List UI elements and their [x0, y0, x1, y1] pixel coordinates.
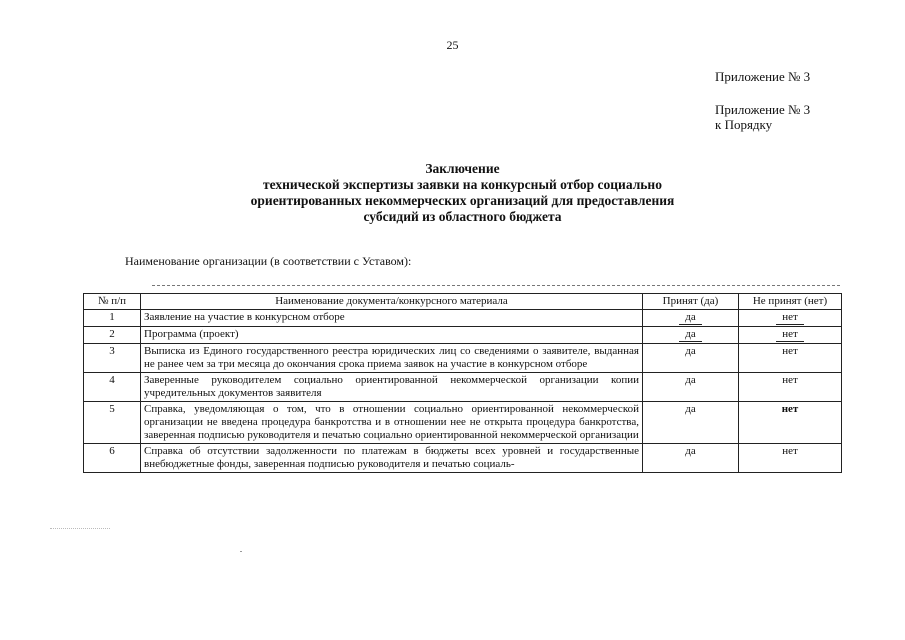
- page-number: 25: [446, 38, 459, 52]
- row-rejected: нет: [739, 373, 842, 402]
- row-accepted: да: [643, 344, 739, 373]
- row-number: 5: [84, 402, 141, 444]
- documents-table: [83, 293, 842, 473]
- column-header-rejected: Не принят (нет): [739, 294, 842, 310]
- row-accepted: [643, 310, 739, 327]
- table-row: [84, 402, 842, 444]
- document-title: [200, 161, 725, 225]
- title-line: субсидий из областного бюджета: [363, 209, 562, 224]
- table-row: [84, 344, 842, 373]
- row-accepted-value: да: [679, 328, 701, 342]
- row-document: Справка, уведомляющая о том, что в отношении социально ориентированной некоммерческой организации не введена процедура банкротства и в отношении нее не открыта процедура банкротства, заверенная подписью руководителя и печатью социально ориентированной некоммерческой организации: [141, 402, 643, 444]
- appendix-reference: [715, 102, 810, 132]
- row-number: 1: [84, 310, 141, 327]
- title-line: технической экспертизы заявки на конкурсный отбор социально: [263, 177, 662, 192]
- row-rejected: нет: [739, 402, 842, 444]
- table-row: [84, 444, 842, 473]
- row-accepted: да: [643, 373, 739, 402]
- row-document: Заявление на участие в конкурсном отборе: [141, 310, 643, 327]
- row-document: Программа (проект): [141, 327, 643, 344]
- table-row: [84, 310, 842, 327]
- row-rejected: [739, 310, 842, 327]
- appendix-reference-number: Приложение № 3: [715, 102, 811, 117]
- row-rejected-value: нет: [776, 328, 804, 342]
- title-line: ориентированных некоммерческих организаций для предоставления: [250, 193, 675, 208]
- table-header-row: [84, 294, 842, 310]
- row-number: 6: [84, 444, 141, 473]
- row-number: 3: [84, 344, 141, 373]
- row-number: 4: [84, 373, 141, 402]
- row-rejected: [739, 327, 842, 344]
- row-rejected: нет: [739, 344, 842, 373]
- appendix-label: Приложение № 3: [715, 69, 811, 84]
- row-accepted-value: да: [679, 311, 701, 325]
- row-document: Справка об отсутствии задолженности по платежам в бюджеты всех уровней и государственные внебюджетные фонды, заверенная подписью руководителя и печатью социаль-: [141, 444, 643, 473]
- scan-speck: [240, 551, 242, 552]
- appendix-reference-order: к Порядку: [715, 117, 773, 132]
- row-rejected: нет: [739, 444, 842, 473]
- organization-name-blank-line: [152, 285, 840, 286]
- column-header-accepted: Принят (да): [643, 294, 739, 310]
- row-number: 2: [84, 327, 141, 344]
- row-rejected-value: нет: [776, 311, 804, 325]
- organization-name-label: Наименование организации (в соответствии с Уставом):: [125, 254, 412, 268]
- column-header-number: № п/п: [84, 294, 141, 310]
- row-accepted: [643, 327, 739, 344]
- table-row: [84, 327, 842, 344]
- row-document: Заверенные руководителем социально ориентированной некоммерческой организации копии учредительных документов заявителя: [141, 373, 643, 402]
- row-document: Выписка из Единого государственного реестра юридических лиц со сведениями о заявителе, выданная не ранее чем за три месяца до окончания срока приема заявок на участие в конкурсном отборе: [141, 344, 643, 373]
- scan-margin-dots: [50, 528, 110, 529]
- table-row: [84, 373, 842, 402]
- column-header-document: Наименование документа/конкурсного материала: [141, 294, 643, 310]
- row-accepted: да: [643, 402, 739, 444]
- row-accepted: да: [643, 444, 739, 473]
- title-line: Заключение: [425, 161, 500, 176]
